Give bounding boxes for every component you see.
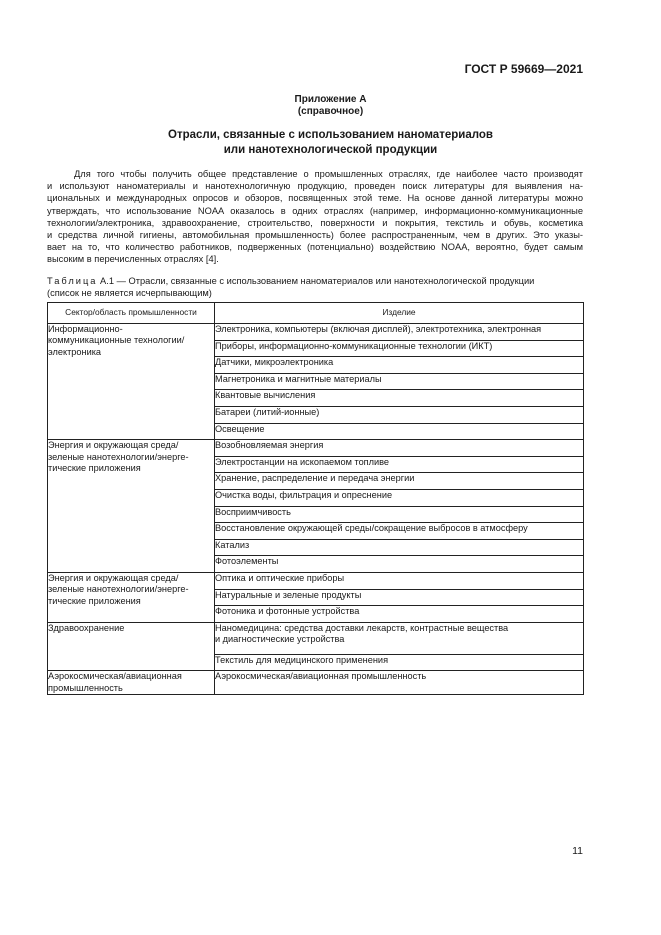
sector-line: коммуникационные технологии/ [48, 335, 185, 346]
product-cell [215, 406, 584, 423]
intro-line: высоким в перечисленных отраслях [4]. [47, 254, 219, 265]
sector-line: тические приложения [48, 595, 141, 606]
sector-line: Аэрокосмическая/авиационная [48, 671, 182, 682]
sector-line: Информационно- [48, 324, 123, 334]
sector-cell [48, 324, 215, 440]
product-line: Восприимчивость [215, 506, 291, 517]
product-line: Натуральные и зеленые продукты [215, 589, 362, 600]
product-line: Аэрокосмическая/авиационная промышленность [215, 671, 427, 682]
product-line: Приборы, информационно-коммуникационные технологии (ИКТ) [215, 340, 493, 351]
sector-cell [48, 440, 215, 573]
appendix-title: Приложение А [294, 94, 367, 105]
product-cell [215, 539, 584, 556]
table-row [48, 671, 584, 695]
product-line: Освещение [215, 423, 265, 434]
industries-table [47, 302, 584, 695]
sector-line: промышленность [48, 682, 123, 693]
product-cell [215, 440, 584, 457]
product-line: Текстиль для медицинского применения [215, 654, 389, 665]
product-cell [215, 473, 584, 490]
product-line: Электростанции на ископаемом топливе [215, 456, 390, 467]
product-line: Хранение, распределение и передача энергии [215, 473, 415, 484]
product-line: Наномедицина: средства доставки лекарств, контрастные вещества [215, 622, 509, 633]
sector-line: Энергия и окружающая среда/ [48, 440, 179, 451]
sector-line: Здравоохранение [48, 622, 125, 633]
page-number: 11 [572, 845, 583, 857]
product-cell [215, 622, 584, 654]
product-cell [215, 572, 584, 589]
product-cell [215, 654, 584, 671]
appendix-subtitle: (справочное) [297, 106, 364, 117]
intro-line: и средства личной гигиены, автомобильная промышленность) более распространенным, чем в других. Это указы- [47, 230, 583, 241]
table-row [48, 440, 584, 457]
sector-cell [48, 671, 215, 695]
section-title-line-1: Отрасли, связанные с использованием наноматериалов [168, 129, 493, 141]
intro-line: Для того чтобы получить общее представление о промышленных отраслях, где наиболее часто производят [74, 169, 583, 179]
table-caption-number: А.1 [100, 276, 115, 286]
intro-line: циональных и международных опросов и обзоров, посвященных этой теме. На основе данной литературы можно [47, 193, 583, 204]
product-line: Очистка воды, фильтрация и опреснение [215, 489, 393, 500]
table-row [48, 324, 584, 341]
product-cell [215, 506, 584, 523]
column-header-product: Изделие [215, 303, 584, 324]
column-header-sector: Сектор/область промышленности [48, 303, 215, 324]
product-line: Фотоника и фотонные устройства [215, 606, 360, 617]
intro-paragraph [47, 168, 583, 266]
section-title-line-2: или нанотехнологической продукции [223, 144, 438, 156]
product-cell [215, 589, 584, 606]
product-line: Катализ [215, 539, 250, 550]
intro-line: утверждать, что использование NOAA оказалось в одних отраслях (например, информационно-коммуникационные [47, 205, 583, 216]
product-cell [215, 556, 584, 573]
intro-line: и используют наноматериалы и нанотехнологичную продукцию, проведен поиск литературы для выявления на- [47, 181, 583, 192]
product-line: Оптика и оптические приборы [215, 572, 345, 583]
table-row [48, 622, 584, 654]
sector-line: электроника [48, 346, 102, 357]
product-line: Электроника, компьютеры (включая дисплей), электротехника, электронная [215, 324, 542, 334]
sector-cell [48, 622, 215, 671]
product-cell [215, 373, 584, 390]
product-cell [215, 423, 584, 440]
table-caption [47, 276, 587, 299]
product-cell [215, 606, 584, 623]
product-cell [215, 523, 584, 540]
product-cell [215, 671, 584, 695]
product-cell [215, 357, 584, 374]
product-line: и диагностические устройства [215, 634, 345, 645]
sector-line: зеленые нанотехнологии/энерге- [48, 584, 189, 595]
table-caption-note: (список не является исчерпывающим) [47, 287, 212, 298]
product-cell [215, 324, 584, 341]
intro-line: вает на то, что количество работников, подверженных (потенциально) воздействию NOAA, вероятно, будет самым [47, 242, 583, 253]
sector-line: Энергия и окружающая среда/ [48, 572, 179, 583]
product-line: Восстановление окружающей среды/сокращение выбросов в атмосферу [215, 523, 528, 534]
table-row [48, 572, 584, 589]
product-cell [215, 340, 584, 357]
standard-code: ГОСТ Р 59669—2021 [464, 62, 583, 76]
product-cell [215, 390, 584, 407]
product-line: Возобновляемая энергия [215, 440, 324, 451]
table-caption-label: Таблица [47, 276, 98, 286]
sector-line: зеленые нанотехнологии/энерге- [48, 451, 189, 462]
product-line: Фотоэлементы [215, 556, 279, 567]
sector-line: тические приложения [48, 462, 141, 473]
table-body [48, 324, 584, 695]
table-header-row [48, 303, 584, 324]
product-line: Датчики, микроэлектроника [215, 357, 334, 368]
sector-cell [48, 572, 215, 622]
table-caption-text: — Отрасли, связанные с использованием наноматериалов или нанотехнологической продукции [116, 276, 535, 286]
product-cell [215, 456, 584, 473]
intro-line: технологии/электроника, здравоохранение, строительство, поверхности и покрытия, текстиль и обувь, косметика [47, 217, 583, 228]
product-line: Магнетроника и магнитные материалы [215, 373, 382, 384]
product-line: Батареи (литий-ионные) [215, 406, 320, 417]
product-line: Квантовые вычисления [215, 390, 316, 401]
product-cell [215, 489, 584, 506]
